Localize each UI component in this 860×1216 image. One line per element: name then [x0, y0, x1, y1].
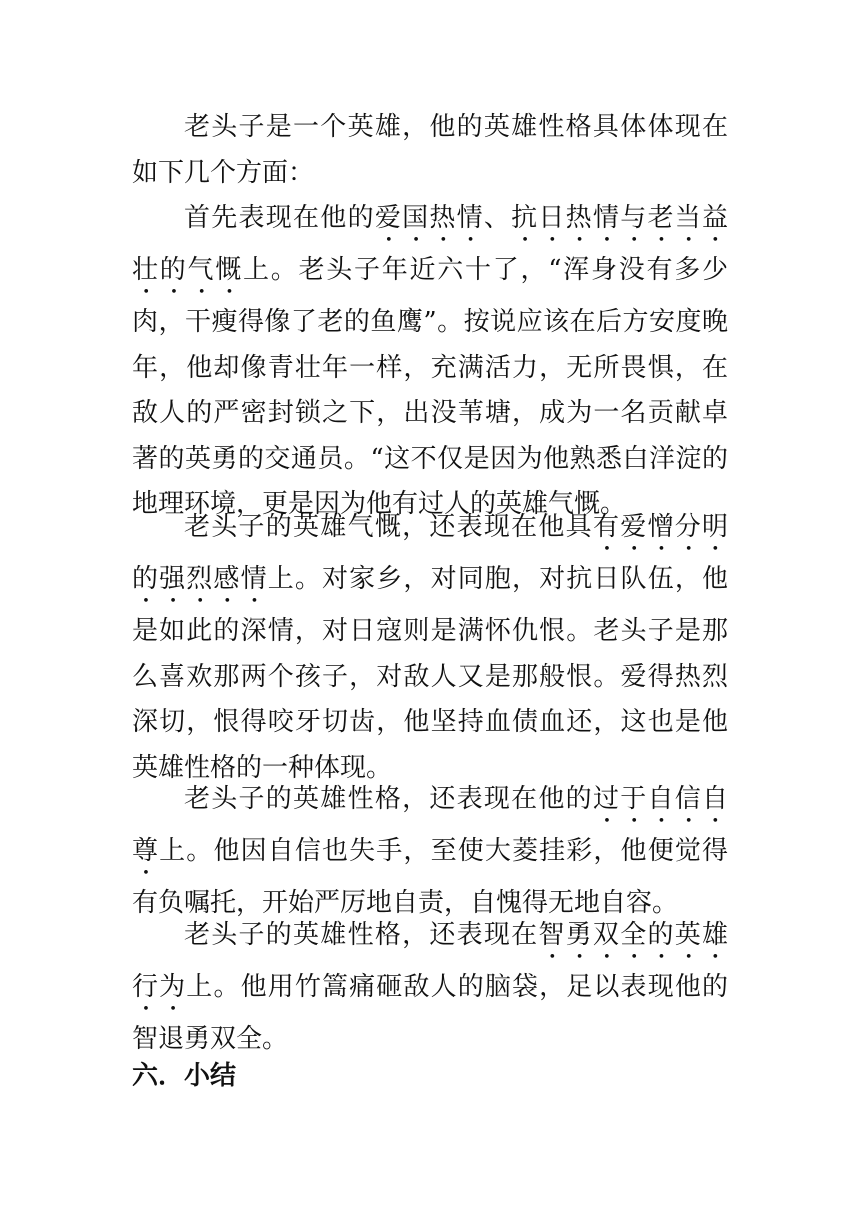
paragraph-patriotism [132, 196, 728, 528]
paragraph-courage-and-wisdom [132, 913, 728, 1063]
paragraph-text: 上。老头子年近六十了，“浑身没有多少肉，干瘦得像了老的鱼鹰”。按说应该在后方安度晚年，他却像青壮年一样，充满活力，无所畏惧，在敌人的严密封锁之下，出没苇塘，成为一名贡献卓著的英勇的交通员。“这不仅是因为他熟悉白洋淀的地理环境，更是因为他有过人的英雄气慨。 [132, 255, 728, 519]
paragraph-text: 首先表现在他的 [184, 203, 375, 233]
paragraph-text: 老头子的英雄性格，还表现在他的 [184, 784, 593, 814]
emphasized-phrase: 爱国热情、抗日热情与老当益壮的气慨 [132, 203, 728, 285]
emphasized-phrase: 过于自信自尊 [132, 784, 728, 866]
paragraph-text: 上。他因自信也失手，至使大菱挂彩，他便觉得有负嘱托，开始严厉地自责，自愧得无地自容。 [132, 836, 728, 918]
paragraph-text: 上。他用竹篙痛砸敌人的脑袋，足以表现他的智退勇双全。 [132, 972, 728, 1054]
paragraph-text: 老头子的英雄气慨，还表现在他具 [184, 512, 593, 542]
emphasized-phrase: 智勇双全的英雄行为 [132, 920, 728, 1002]
paragraph-text: 上。对家乡，对同胞，对抗日队伍，他是如此的深情，对日寇则是满怀仇恨。老头子是那么喜欢那两个孩子，对敌人又是那般恨。爱得热烈深切，恨得咬牙切齿，他坚持血债血还，这也是他英雄性格的一种体现。 [132, 564, 728, 783]
paragraph-love-and-hate [132, 505, 728, 791]
paragraph-self-confidence [132, 777, 728, 927]
paragraph-text: 老头子是一个英雄，他的英雄性格具体体现在如下几个方面： [132, 112, 728, 188]
section-heading-summary: 六．小结 [132, 1061, 237, 1091]
paragraph-hero-intro [132, 105, 728, 196]
paragraph-text: 老头子的英雄性格，还表现在 [184, 920, 539, 950]
emphasized-phrase: 有爱憎分明的强烈感情 [132, 512, 728, 594]
